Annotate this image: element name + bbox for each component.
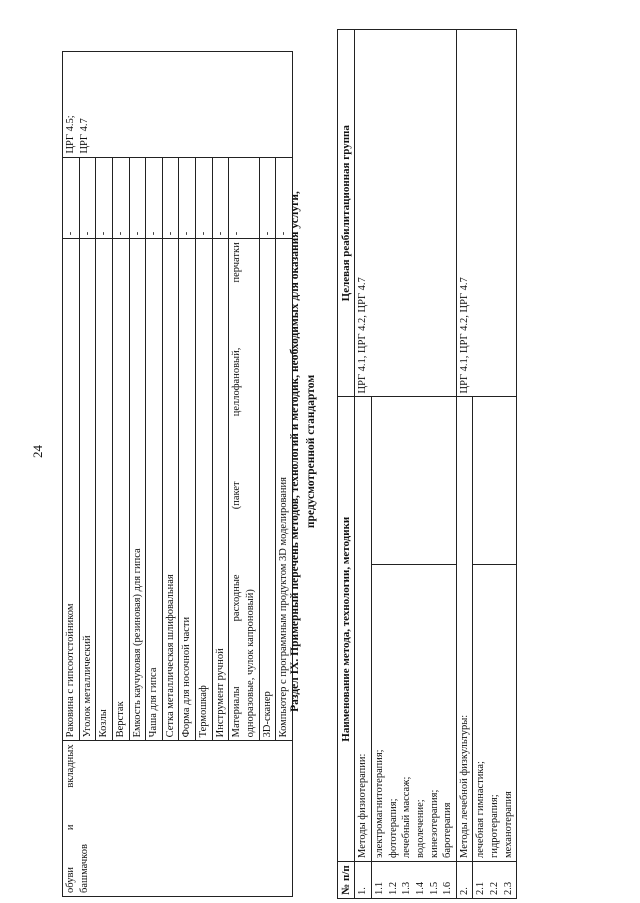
equipment-name: Инструмент ручной bbox=[212, 239, 229, 741]
method-item: водолечение; bbox=[414, 799, 426, 858]
group-cell bbox=[63, 52, 293, 158]
spacer-cell bbox=[473, 397, 517, 564]
category-word: и bbox=[65, 824, 76, 831]
sub-num: 1.4 bbox=[414, 881, 426, 895]
equipment-name: Раковина с гипсоотстойником bbox=[63, 239, 80, 741]
equipment-qty: - bbox=[96, 157, 113, 239]
category-word: вкладных bbox=[65, 744, 76, 788]
equipment-word: (пакет bbox=[231, 481, 243, 510]
method-item: фототерапия; bbox=[387, 798, 399, 858]
page-number: 24 bbox=[30, 445, 45, 458]
equipment-name: Термошкаф bbox=[196, 239, 213, 741]
section-title-line: Раздел IX. Примерный перечень методов, технологий и методик, необходимых для оказания услуги, bbox=[289, 191, 301, 712]
equipment-qty: - bbox=[179, 157, 196, 239]
table-row bbox=[456, 30, 473, 899]
method-item: электромагнитотерапия; bbox=[373, 749, 385, 858]
equipment-qty: - bbox=[162, 157, 179, 239]
sub-num: 1.5 bbox=[428, 881, 440, 895]
method-item: гидротерапия; bbox=[489, 794, 501, 858]
sub-num: 2.3 bbox=[502, 881, 514, 895]
sub-num: 2.1 bbox=[475, 881, 487, 895]
section-title bbox=[288, 0, 319, 903]
equipment-qty: - bbox=[212, 157, 229, 239]
equipment-name: Сетка металлическая шлифовальная bbox=[162, 239, 179, 741]
method-item: кинезотерапия; bbox=[428, 789, 440, 858]
equipment-word: целлофановый, bbox=[231, 347, 243, 417]
equipment-qty: - bbox=[196, 157, 213, 239]
category-cell bbox=[63, 741, 293, 897]
equipment-name-line: одноразовые, чулок капроновый) bbox=[245, 589, 257, 738]
header-group: Целевая реабилитационная группа bbox=[338, 30, 355, 397]
equipment-name: Компьютер с программным продуктом 3D моделирования bbox=[276, 239, 293, 741]
equipment-name: Форма для носочной части bbox=[179, 239, 196, 741]
sub-num: 1.1 bbox=[373, 881, 385, 895]
equipment-name: Уголок металлический bbox=[79, 239, 96, 741]
equipment-word: расходные bbox=[231, 574, 243, 622]
equipment-name-line bbox=[230, 242, 244, 737]
equipment-qty: - bbox=[229, 157, 259, 239]
sub-num: 1.6 bbox=[442, 881, 454, 895]
equipment-name bbox=[229, 239, 259, 741]
equipment-qty: - bbox=[112, 157, 129, 239]
target-group: ЦРГ 4.1, ЦРГ 4.2, ЦРГ 4.7 bbox=[456, 30, 517, 397]
method-item: баротерапия bbox=[442, 802, 454, 858]
equipment-qty: - bbox=[129, 157, 146, 239]
equipment-name: Верстак bbox=[112, 239, 129, 741]
sub-num: 1.2 bbox=[387, 881, 399, 895]
equipment-qty: - bbox=[79, 157, 96, 239]
equipment-qty: - bbox=[259, 157, 276, 239]
group-line: ЦРГ 4.7 bbox=[78, 118, 90, 154]
section-title-line: предусмотренной стандартом bbox=[304, 374, 317, 529]
sub-nums bbox=[473, 861, 517, 898]
equipment-name: Емкость каучуковая (резиновая) для гипса bbox=[129, 239, 146, 741]
equipment-name: Козлы bbox=[96, 239, 113, 741]
method-item: лечебный массаж; bbox=[401, 776, 413, 858]
category-word: обуви bbox=[65, 866, 76, 893]
equipment-word: перчатки bbox=[231, 242, 243, 283]
equipment-table bbox=[62, 51, 293, 897]
sub-nums bbox=[371, 861, 456, 898]
equipment-name: Чаша для гипса bbox=[146, 239, 163, 741]
target-group: ЦРГ 4.1, ЦРГ 4.2, ЦРГ 4.7 bbox=[355, 30, 456, 397]
sub-num: 2.2 bbox=[489, 881, 501, 895]
method-item: лечебная гимнастика; bbox=[475, 761, 487, 858]
method-title: Методы физиотерапии: bbox=[355, 397, 372, 862]
equipment-qty: - bbox=[146, 157, 163, 239]
method-title: Методы лечебной физкультуры: bbox=[456, 397, 473, 862]
table-row bbox=[63, 52, 80, 897]
method-items bbox=[371, 564, 456, 861]
header-method: Наименование метода, технологии, методики bbox=[338, 397, 355, 862]
equipment-qty: - bbox=[63, 157, 80, 239]
group-line: ЦРГ 4.5; bbox=[65, 115, 76, 154]
methods-table bbox=[337, 29, 517, 899]
category-line: башмачков bbox=[78, 844, 90, 893]
table-row bbox=[355, 30, 372, 899]
row-num: 1. bbox=[355, 861, 372, 898]
header-num: № п/п bbox=[338, 861, 355, 898]
sub-num: 1.3 bbox=[401, 881, 413, 895]
method-item: механотерапия bbox=[502, 791, 514, 858]
table-header-row bbox=[338, 30, 355, 899]
row-num: 2. bbox=[456, 861, 473, 898]
equipment-qty: - bbox=[276, 157, 293, 239]
equipment-word: Материалы bbox=[231, 686, 243, 738]
spacer-cell bbox=[371, 397, 456, 564]
equipment-name: 3D-сканер bbox=[259, 239, 276, 741]
category-line bbox=[64, 744, 78, 893]
method-items bbox=[473, 564, 517, 861]
